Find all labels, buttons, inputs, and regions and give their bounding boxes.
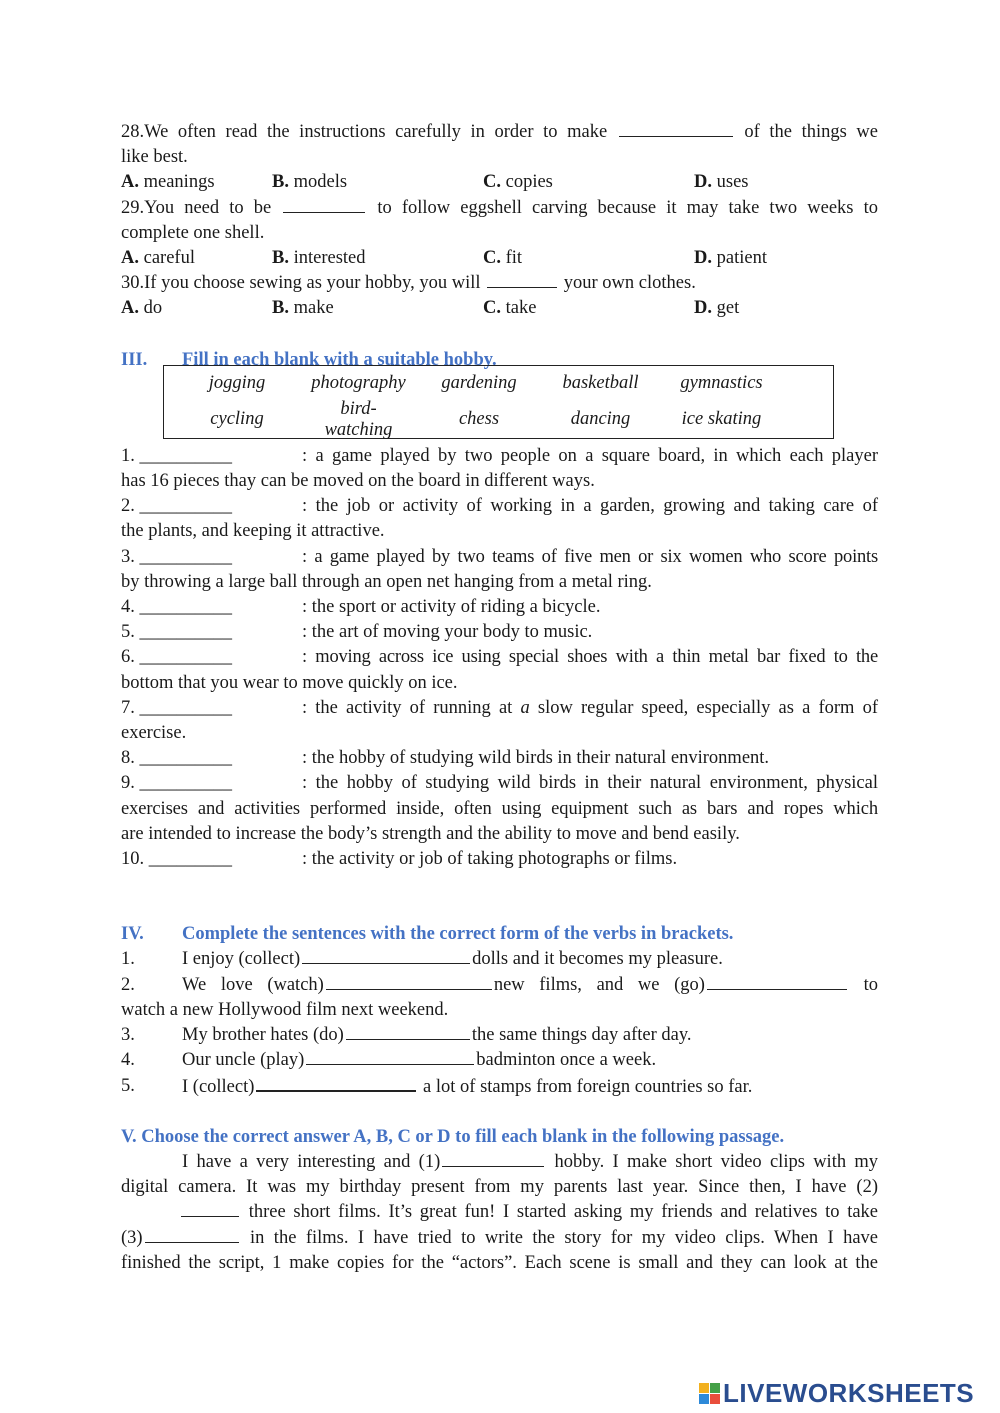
option-b[interactable]: B. make (272, 298, 334, 319)
option-a[interactable]: A. meanings (121, 172, 215, 193)
definition-item: 2. __________ : the job or activity of working in a garden, growing and taking care of (121, 496, 878, 517)
definition-item: 1. __________ : a game played by two people on a square board, in which each player (121, 445, 878, 466)
passage-line: I have a very interesting and (1) hobby. I make short video clips with my (182, 1151, 879, 1172)
logo-square (710, 1394, 720, 1404)
passage-blank-3[interactable] (145, 1226, 239, 1243)
answer-blank[interactable] (346, 1023, 470, 1040)
answer-blank[interactable] (707, 973, 847, 990)
word-box-row (164, 366, 833, 402)
word-box (163, 365, 834, 439)
liveworksheets-logo[interactable] (699, 1378, 974, 1409)
section-3-heading: III. Fill in each blank with a suitable hobby. (121, 349, 497, 370)
answer-blank[interactable] (256, 1074, 416, 1092)
word-box-item: cycling (210, 409, 264, 430)
word-box-item: basketball (562, 373, 639, 394)
logo-square (699, 1383, 709, 1393)
answer-blank[interactable] (487, 271, 557, 288)
option-a[interactable]: A. do (121, 298, 163, 319)
verb-item: 2. We love (watch) new films, and we (go) to (121, 974, 878, 995)
question-28-cont: like best. (121, 147, 188, 168)
hobby-definitions: 1. __________ : a game played by two people on a square board, in which each player has 16 pieces thay can be moved on the board in different ways. 2. __________ : the job or activity of working in a garden, growing and taking care of the plants, and keeping it attractive. 3. __________ : a game played by two teams of five men or six women who score points by throwing a large ball through an open net hanging from a metal ring. 4. __________ : the sport or activity of riding a bicycle. 5. __________ : the art of moving your body to music. 6. __________ : moving across ice using special shoes with a thin metal bar fixed to the bottom that you wear to move quickly on ice. 7. __________ : the activity of running at a slow regular speed, especially as a form of exercise. 8. __________ : the hobby of studying wild birds in their natural environment. 9. __________ : the hobby of studying wild birds in their natural environment, physical exercises and activities performed inside, often using equipment such as bars and ropes which are intended to increase the body’s strength and the ability to move and bend easily. 10. _________ : the activity or job of taking photographs or films. (121, 444, 878, 872)
word-box-item: gymnastics (680, 373, 763, 394)
option-d[interactable]: D. uses (694, 172, 749, 193)
definition-item: 9. __________ : the hobby of studying wild birds in their natural environment, physical (121, 773, 878, 794)
word-box-item: bird-watching (324, 398, 393, 440)
option-d[interactable]: D. get (694, 298, 740, 319)
passage-blank-1[interactable] (442, 1150, 544, 1167)
question-30: 30.If you choose sewing as your hobby, you will your own clothes. (121, 273, 696, 294)
question-28: 28.We often read the instructions carefully in order to make of the things we (121, 122, 879, 142)
option-b[interactable]: B. models (272, 172, 348, 193)
word-box-item: photography (311, 373, 406, 394)
word-box-item: jogging (208, 373, 266, 394)
worksheet-page: 28.We often read the instructions carefully in order to make of the things we like best. A. meanings B. models C. copies D. uses 29.You need to be to follow eggshell carving because it may take two weeks to complete one shell. A. careful B. interested C. fit D. patient 30.If you choose sewing as your hobby, you will your own clothes. A. do B. make C. take D. get III. Fill in each blank with a suitable hobby. jogging photography gardening basketball gymnastics cycling bird-watching chess dancing ice skating 1. __________ : a game played by two people on a square board, in which each player has 16 pieces thay can be moved on the board in different ways. 2. __________ : the job or activity of working in a garden, growing and taking care of the plants, and keeping it attractive. 3. __________ : a game played by two teams of five men or six women who score points by throwing a large ball through an open net hanging from a metal ring. 4. __________ : the sport or activity of riding a bicycle. 5. __________ : the art of moving your body to music. 6. __________ : moving across ice using special shoes with a thin metal bar fixed to the bottom that you wear to move quickly on ice. 7. __________ : the activity of running at a slow regular speed, especially as a form of exercise. 8. __________ : the hobby of studying wild birds in their natural environment. 9. __________ : the hobby of studying wild birds in their natural environment, physical exercises and activities performed inside, often using equipment such as bars and ropes which are intended to increase the body’s strength and the ability to move and bend easily. 10. _________ : the activity or job of taking photographs or films. IV. Complete the sentences with the correct form of the verbs in brackets. 1. I enjoy (collect) dolls and it becomes my pleasure. 2. We love (watch) new films, and we (go) to watch a new Hollywood film next weekend. 3. My brother hates (do) the same things day after day. 4. Our uncle (play) badminton once a week. 5. I (collect) a lot of stamps from foreign countries so far. V. Choose the correct answer A, B, C or D to fill each blank in the following passage. I have a very interesting and (1) hobby. I make short video clips with my digital camera. It was my birthday present from my parents last year. Since then, I have (2) three short films. It’s great fun! I started asking my friends and relatives to take (3) in the films. I have tried to write the story for my video clips. When I have finished the script, 1 make copies for the “actors”. Each scene is small and they can look at the (121, 120, 878, 1276)
verb-item: 1. I enjoy (collect) dolls and it becomes my pleasure. (121, 949, 723, 970)
logo-grid-icon (699, 1383, 721, 1405)
option-b[interactable]: B. interested (272, 248, 366, 269)
question-29-cont: complete one shell. (121, 222, 265, 243)
answer-blank[interactable] (306, 1048, 474, 1065)
option-c[interactable]: C. copies (483, 172, 553, 193)
passage-blank-2[interactable] (181, 1200, 239, 1217)
definition-item: 8. __________ : the hobby of studying wild birds in their natural environment. (121, 748, 770, 769)
answer-blank[interactable] (326, 973, 492, 990)
option-c[interactable]: C. take (483, 298, 537, 319)
passage-line: (3) in the films. I have tried to write the story for my video clips. When I have (121, 1227, 879, 1248)
word-box-item: gardening (441, 373, 517, 394)
option-d[interactable]: D. patient (694, 248, 767, 269)
logo-text: LIVEWORKSHEETS (723, 1378, 975, 1408)
definition-item: 4. __________ : the sport or activity of riding a bicycle. (121, 597, 601, 618)
answer-blank[interactable] (283, 196, 365, 213)
question-29: 29.You need to be to follow eggshell carving because it may take two weeks to (121, 197, 878, 218)
definition-item: 10. _________ : the activity or job of taking photographs or films. (121, 849, 678, 870)
section-5-heading: V. Choose the correct answer A, B, C or D to fill each blank in the following passage. (121, 1126, 785, 1147)
question-30-options (121, 296, 878, 321)
answer-blank[interactable] (302, 947, 470, 964)
definition-item: 5. __________ : the art of moving your body to music. (121, 622, 593, 643)
question-28-options (121, 170, 878, 195)
passage-line: digital camera. It was my birthday present from my parents last year. Since then, I have (2) (121, 1177, 878, 1198)
logo-square (710, 1383, 720, 1393)
option-a[interactable]: A. careful (121, 248, 195, 269)
definition-item: 3. __________ : a game played by two teams of five men or six women who score points (121, 546, 878, 567)
section-4-heading: IV. Complete the sentences with the correct form of the verbs in brackets. (121, 924, 734, 945)
word-box-item: chess (458, 409, 500, 430)
word-box-item: ice skating (681, 409, 762, 430)
verb-item: 5. I (collect) a lot of stamps from foreign countries so far. (121, 1075, 753, 1097)
option-c[interactable]: C. fit (483, 248, 523, 269)
logo-square (699, 1394, 709, 1404)
answer-blank[interactable] (619, 120, 733, 137)
verb-item: 4. Our uncle (play) badminton once a week. (121, 1050, 657, 1071)
definition-item: 6. __________ : moving across ice using special shoes with a thin metal bar fixed to the (121, 647, 878, 668)
passage-line: finished the script, 1 make copies for the “actors”. Each scene is small and they can look at the (121, 1252, 878, 1273)
verb-item: 3. My brother hates (do) the same things day after day. (121, 1025, 692, 1046)
passage-line: three short films. It’s great fun! I started asking my friends and relatives to take (121, 1200, 878, 1225)
definition-item: 7. __________ : the activity of running at a slow regular speed, especially as a form of (121, 697, 878, 718)
word-box-row (164, 398, 833, 440)
question-29-options (121, 246, 878, 271)
word-box-item: dancing (570, 409, 631, 430)
